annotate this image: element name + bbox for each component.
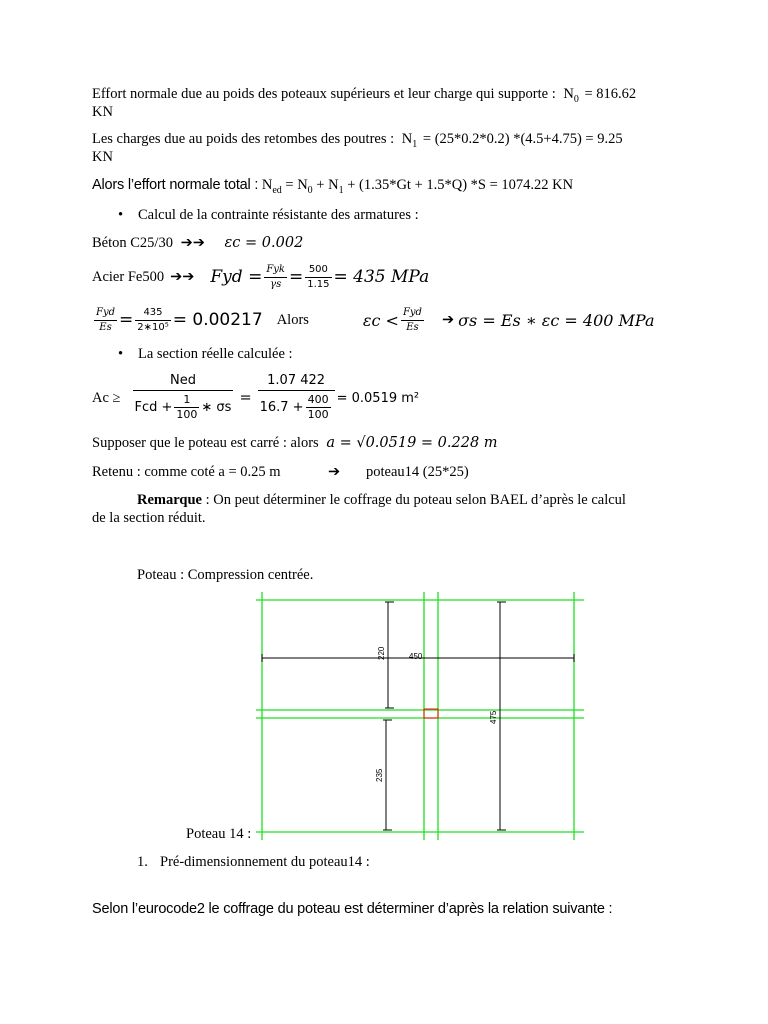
epsilon-compare: εc < (362, 310, 399, 330)
fraction-500-115: $\frac{500}{1.15}$ (307, 263, 330, 290)
dim-220: 220 (377, 646, 386, 660)
acier-label: Acier Fe500 (92, 268, 165, 285)
item-1-text: Pré-dimensionnement du poteau14 : (160, 854, 370, 870)
alors: Alors (276, 311, 309, 328)
text: Effort normale due au poids des poteaux supérieurs et leur charge qui supporte : (92, 86, 556, 102)
n0-value: = 816.62 (584, 86, 637, 102)
prefix: Alors l’effort normale total : (92, 177, 259, 193)
fraction-fyk-gs: $\frac{\text{Fyk}}{\gamma s}$ (266, 263, 285, 290)
beton-label: Béton C25/30 (92, 235, 173, 251)
unit-kn-2: KN (92, 149, 113, 165)
carre-formula: a = √0.0519 = 0.228 m (326, 435, 498, 451)
dim-475: 475 (489, 710, 498, 724)
carre-text: Supposer que le poteau est carré : alors (92, 435, 319, 451)
remarque-bold: Remarque (137, 492, 202, 508)
ratio-result: = 0.00217 (172, 310, 263, 330)
arrow-icon: ➔ (441, 311, 455, 328)
n1-value: = (25*0.2*0.2) *(4.5+4.75) = 9.25 (422, 131, 623, 147)
n1-label: $N_1$ (401, 131, 418, 150)
fraction-fyd-es: $\frac{\text{Fyd}}{Es}$ (96, 306, 115, 333)
ac-result: = 0.0519 m² (336, 390, 420, 406)
fraction-ned: Ned Fcd + $\frac{1}{100}$ ∗ σs (134, 373, 232, 421)
dim-450: 450 (409, 652, 423, 661)
selon-eurocode: Selon l’eurocode2 le coffrage du poteau est déterminer d’après la relation suivante : (92, 901, 613, 917)
double-arrow-icon: ➔➔ (170, 268, 195, 285)
eq: = (239, 390, 252, 406)
fraction-fyd-es-2: $\frac{\text{Fyd}}{Es}$ (402, 306, 422, 333)
eq-n0: = $N_0$ (285, 177, 313, 196)
fraction-435: $\frac{435}{\text{2∗10⁵}}$ (137, 306, 169, 333)
ac-lhs: Ac ≥ (92, 389, 121, 406)
rest: + (1.35*Gt + 1.5*Q) *S = 1074.22 KN (347, 177, 574, 193)
n0-label: $N_0$ (563, 86, 579, 105)
bullet-dot: • (118, 207, 124, 223)
double-arrow-icon: ➔➔ (180, 235, 205, 251)
compression-centree: Poteau : Compression centrée. (137, 567, 314, 583)
bullet-calcul-contrainte: Calcul de la contrainte résistante des armatures : (138, 207, 419, 223)
retenu-poteau: poteau14 (25*25) (366, 464, 469, 480)
acier-result: = 435 MPa (333, 267, 430, 287)
arrow-icon: ➔ (328, 464, 341, 480)
remarque-line2: de la section réduit. (92, 510, 206, 526)
item-1-number: 1. (137, 854, 148, 870)
remarque-text: : On peut déterminer le coffrage du poteau selon BAEL d’après le calcul (205, 492, 626, 508)
unit-kn-1: KN (92, 104, 113, 120)
bullet-section-reelle: La section réelle calculée : (138, 346, 293, 362)
sigma-formula: σs = Es ∗ εc = 400 MPa (458, 310, 655, 330)
fyd-lhs: Fyd = (210, 267, 263, 287)
poteau14-label: Poteau 14 : (186, 826, 252, 842)
grid-lines (256, 592, 584, 840)
dimension-lines (262, 602, 574, 830)
eq-n1: + $N_1$ (316, 177, 344, 196)
beton-formula: εc = 0.002 (224, 235, 304, 251)
retenu-text: Retenu : comme coté a = 0.25 m (92, 464, 281, 480)
eq: = (119, 310, 134, 330)
text: Les charges due au poids des retombes des poutres : (92, 131, 395, 147)
eq: = (288, 267, 304, 287)
ned-label: $N_{ed}$ (261, 177, 282, 196)
dim-235: 235 (375, 768, 384, 782)
bullet-dot: • (118, 346, 124, 362)
fraction-value: 1.07 422 16.7 + $\frac{400}{100}$ (258, 374, 335, 422)
